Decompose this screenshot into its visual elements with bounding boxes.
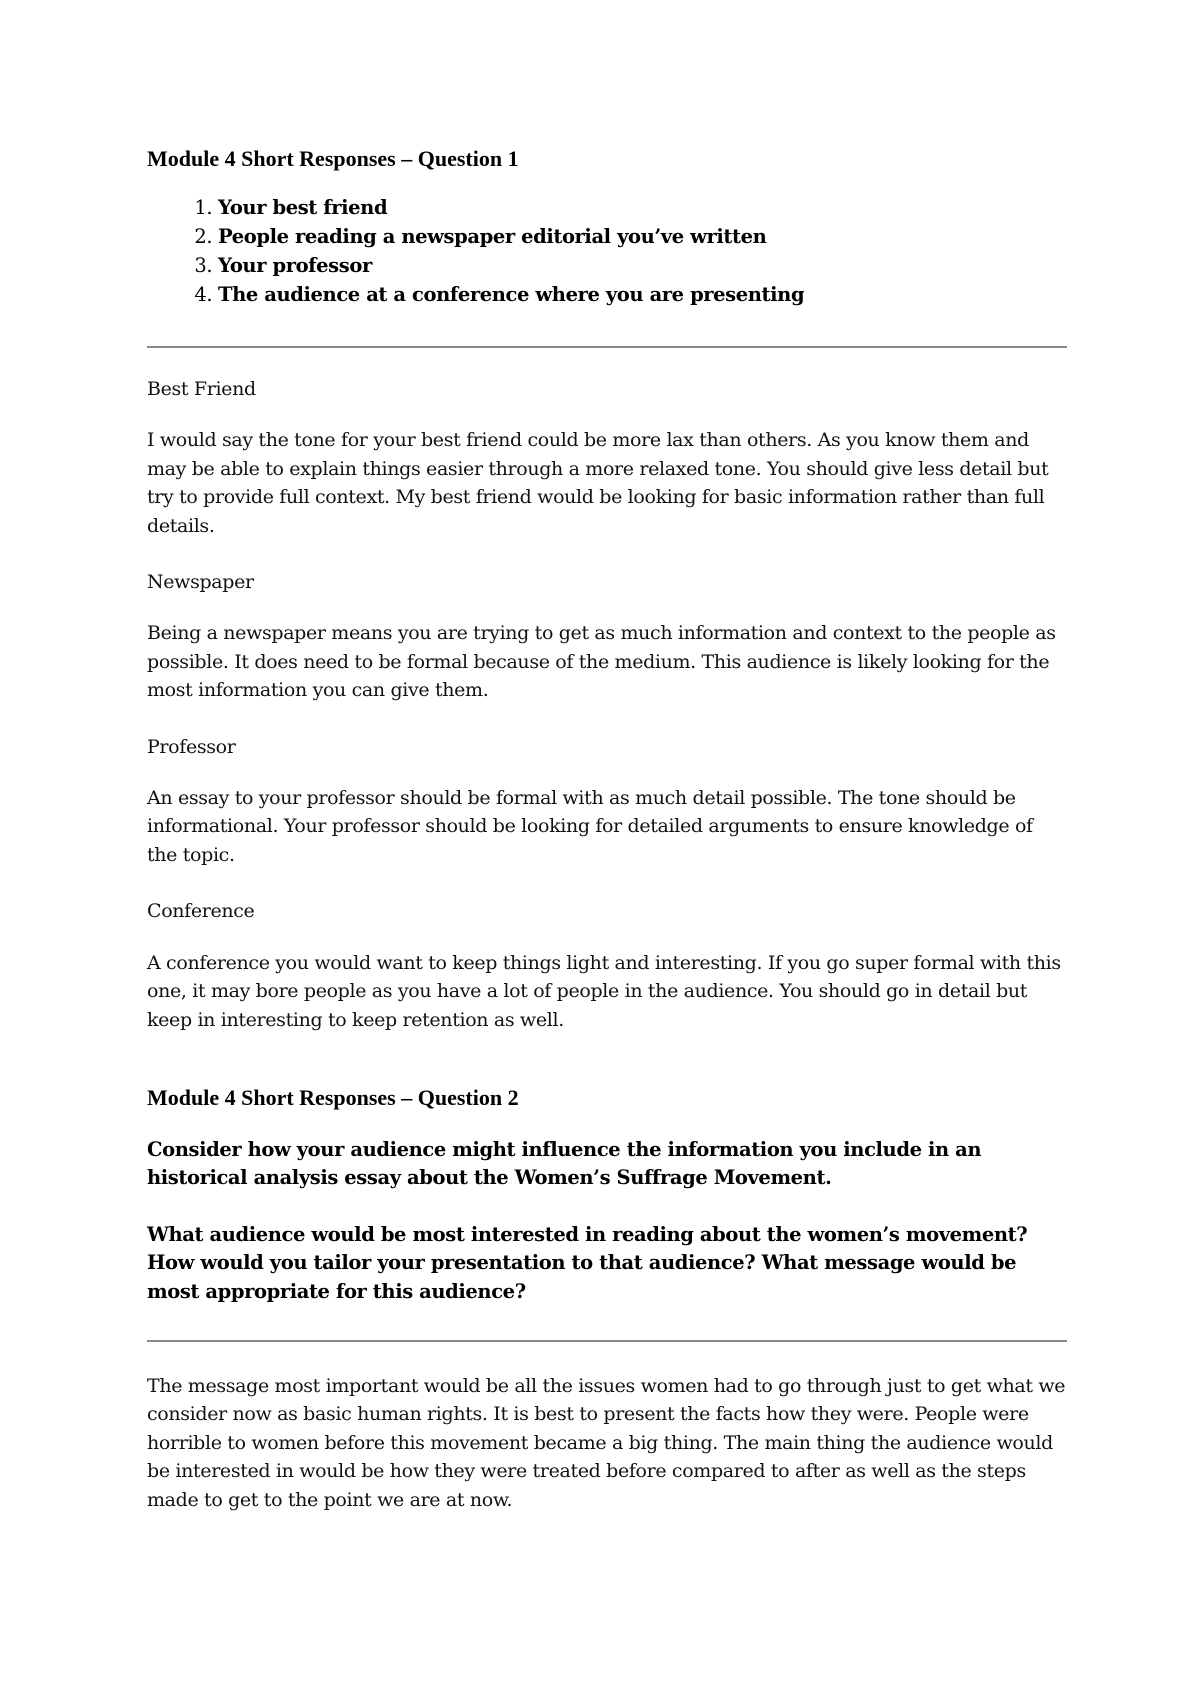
answer-label-best-friend: Best Friend [147, 378, 256, 400]
section-divider [147, 346, 1067, 348]
question-1-heading: Module 4 Short Responses – Question 1 [147, 146, 519, 171]
answer-label-newspaper: Newspaper [147, 571, 254, 594]
question-2-answer: The message most important would be all the issues women had to go through just to get what we consider now as basic human rights. It is best to present the facts how they were. People were horrible to women before this movement became a big thing. The main thing the audience would be interested in would be how they were treated before compared to after as well as the steps made to get to the point we are at now. [147, 1374, 1066, 1511]
answer-label-conference: Conference [147, 900, 255, 923]
question-1-audience-list [147, 193, 1067, 309]
answer-text-conference: A conference you would want to keep things light and interesting. If you go super formal with this one, it may bore people as you have a lot of people in the audience. You should go in detail but keep in interesting to keep retention as well. [147, 951, 1061, 1031]
answer-label-professor: Professor [147, 735, 236, 758]
answer-text-best-friend: I would say the tone for your best friend could be more lax than others. As you know them and may be able to explain things easier through a more relaxed tone. You should give less detail but try to provide full context. My best friend would be looking for basic information rather than full details. [147, 429, 1049, 537]
list-item: 4. The audience at a conference where you are presenting [218, 280, 1067, 309]
answer-text-professor: An essay to your professor should be formal with as much detail possible. The tone should be informational. Your professor should be looking for detailed arguments to ensure knowledge of the topic. [147, 787, 1033, 866]
document-page [147, 145, 1067, 1514]
list-item: 2. People reading a newspaper editorial you’ve written [218, 222, 1067, 251]
section-divider [147, 1340, 1067, 1342]
question-2-prompt-context: Consider how your audience might influence the information you include in an historical analysis essay about the Women’s Suffrage Movement. [147, 1137, 982, 1190]
list-item: 1. Your best friend [218, 193, 1067, 222]
question-2-heading: Module 4 Short Responses – Question 2 [147, 1084, 519, 1110]
list-item: 3. Your professor [218, 251, 1067, 280]
answer-text-newspaper: Being a newspaper means you are trying to get as much information and context to the people as possible. It does need to be formal because of the medium. This audience is likely looking for the most information you can give them. [147, 622, 1056, 702]
question-2-prompt-questions: What audience would be most interested in reading about the women’s movement? How would you tailor your presentation to that audience? What message would be most appropriate for this audience? [147, 1222, 1028, 1303]
